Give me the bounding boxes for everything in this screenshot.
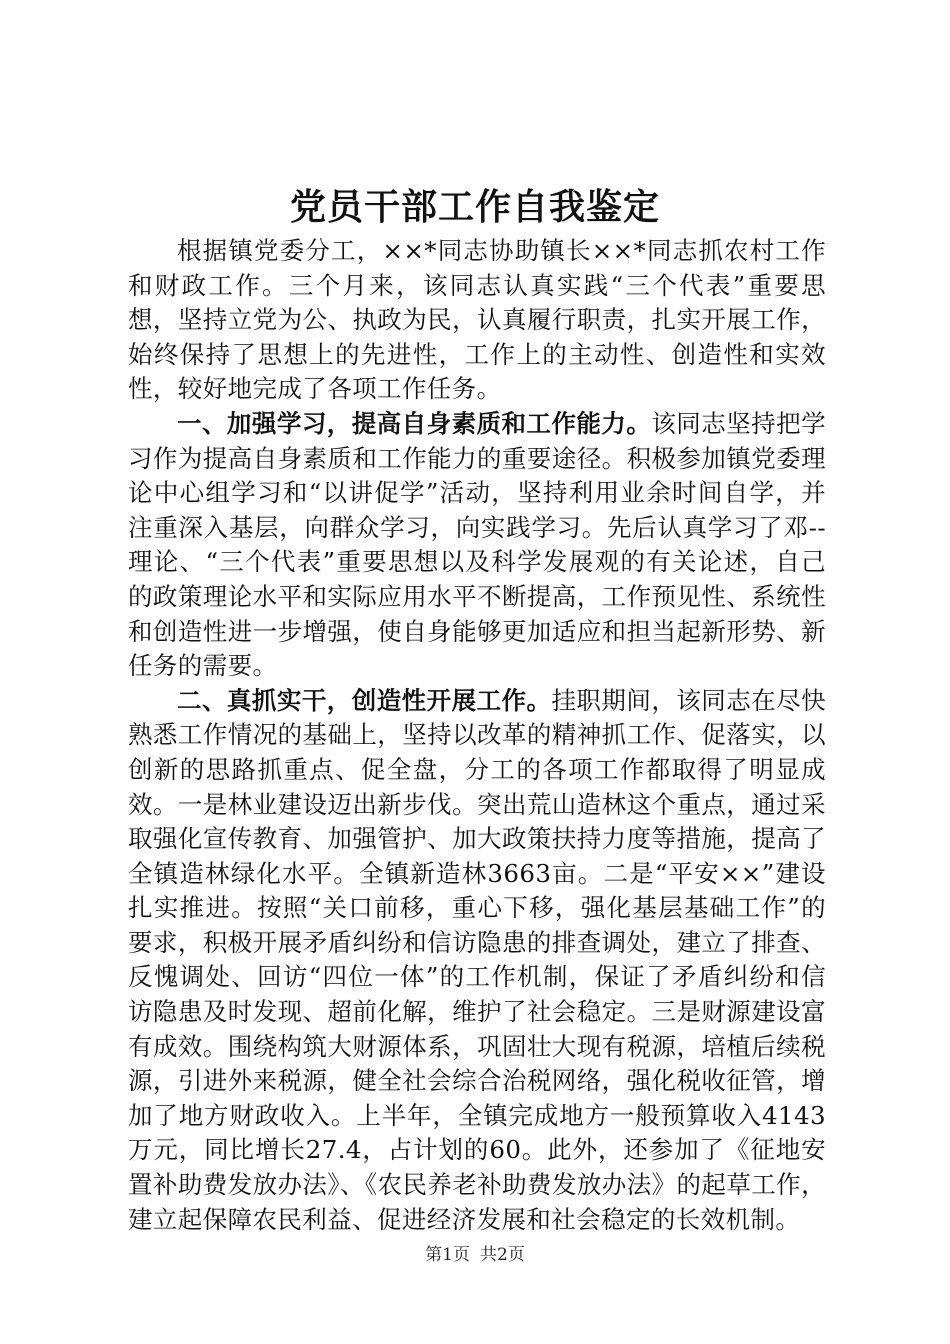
page-total: 共2页 (480, 1245, 525, 1265)
section-one-paragraph (128, 407, 826, 684)
document-body (128, 234, 826, 1237)
page-number: 第1页 (425, 1245, 470, 1265)
paragraph-text: 根据镇党委分工，××*同志协助镇长××*同志抓农村工作和财政工作。三个月来，该同志认真实践“三个代表”重要思想，坚持立党为公、执政为民，认真履行职责，扎实开展工作，始终保持了思想上的先进性，工作上的主动性、创造性和实效性，较好地完成了各项工作任务。 (128, 236, 826, 404)
section-two-text: 挂职期间，该同志在尽快熟悉工作情况的基础上，坚持以改革的精神抓工作、促落实，以创新的思路抓重点、促全盘，分工的各项工作都取得了明显成效。一是林业建设迈出新步伐。突出荒山造林这个重点，通过采取强化宣传教育、加强管护、加大政策扶持力度等措施，提高了全镇造林绿化水平。全镇新造林3663亩。二是“平安××”建设扎实推进。按照“关口前移，重心下移，强化基层基础工作”的要求，积极开展矛盾纠纷和信访隐患的排查调处，建立了排查、反愧调处、回访“四位一体”的工作机制，保证了矛盾纠纷和信访隐患及时发现、超前化解，维护了社会稳定。三是财源建设富有成效。围绕构筑大财源体系，巩固壮大现有税源，培植后续税源，引进外来税源，健全社会综合治税网络，强化税收征管，增加了地方财政收入。上半年，全镇完成地方一般预算收入4143万元，同比增长27.4，占计划的60。此外，还参加了《征地安置补助费发放办法》、《农民养老补助费发放办法》的起草工作，建立起保障农民利益、促进经济发展和社会稳定的长效机制。 (128, 685, 827, 1234)
section-one-heading: 一、加强学习，提高自身素质和工作能力。 (177, 408, 652, 438)
intro-paragraph (128, 234, 826, 407)
page-footer (0, 1243, 950, 1267)
section-one-text: 该同志坚持把学习作为提高自身素质和工作能力的重要途径。积极参加镇党委理论中心组学习和“以讲促学”活动，坚持利用业余时间自学，并注重深入基层，向群众学习，向实践学习。先后认真学习了邓--理论、“三个代表”重要思想以及科学发展观的有关论述，自己的政策理论水平和实际应用水平不断提高，工作预见性、系统性和创造性进一步增强，使自身能够更加适应和担当起新形势、新任务的需要。 (128, 408, 826, 681)
section-two-heading: 二、真抓实干，创造性开展工作。 (177, 685, 552, 715)
section-two-paragraph (128, 684, 826, 1238)
document-title: 党员干部工作自我鉴定 (289, 186, 660, 228)
